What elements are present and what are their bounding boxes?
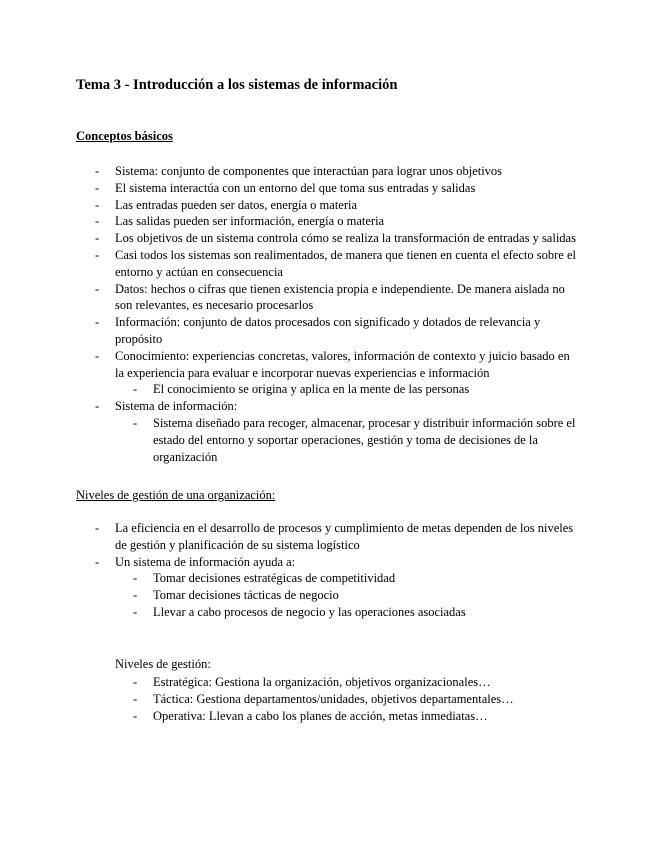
bullet-dash: - (133, 588, 138, 603)
niveles-organizacion-list (76, 520, 581, 621)
bullet-dash: - (133, 415, 138, 430)
list-item (76, 520, 581, 554)
list-item (76, 691, 581, 708)
bullet-dash: - (133, 382, 138, 397)
section-heading-niveles-gestion: Niveles de gestión: (115, 657, 211, 671)
list-item-text: Estratégica: Gestiona la organización, objetivos organizacionales… (153, 675, 491, 689)
section-heading-conceptos: Conceptos básicos (76, 129, 173, 143)
list-item-text: Llevar a cabo procesos de negocio y las operaciones asociadas (153, 604, 466, 619)
bullet-dash: - (133, 675, 138, 689)
bullet-dash: - (133, 691, 138, 706)
list-item-text: El sistema interactúa con un entorno del que toma sus entradas y salidas (115, 180, 476, 195)
bullet-dash: - (95, 231, 100, 246)
bullet-dash: - (133, 604, 138, 619)
list-item (76, 554, 581, 571)
list-item-text: El conocimiento se origina y aplica en la mente de las personas (153, 382, 470, 397)
list-item-text: Datos: hechos o cifras que tienen existencia propia e independiente. De manera aislada no son relevantes, es necesario procesarlos (115, 281, 565, 313)
bullet-dash: - (95, 315, 100, 330)
list-item (76, 604, 581, 621)
list-item-text: Las entradas pueden ser datos, energía o materia (115, 197, 358, 212)
list-item (76, 415, 581, 465)
list-item (76, 314, 581, 348)
list-item-text: Tomar decisiones estratégicas de competitividad (153, 571, 396, 586)
list-item (76, 247, 581, 281)
bullet-dash: - (95, 164, 100, 178)
list-item-text: Sistema diseñado para recoger, almacenar, procesar y distribuir información sobre el estado del entorno y soportar operaciones, gestión y toma de decisiones de la organización (153, 415, 576, 464)
list-item-text: Información: conjunto de datos procesados con significado y dotados de relevancia y propósito (115, 315, 541, 346)
list-item (76, 213, 581, 230)
list-item (76, 674, 581, 691)
list-item-text: La eficiencia en el desarrollo de procesos y cumplimiento de metas dependen de los niveles de gestión y planificación de su sistema logístico (115, 521, 574, 552)
bullet-dash: - (95, 180, 100, 195)
bullet-dash: - (95, 521, 100, 535)
list-item-text: Operativa: Llevan a cabo los planes de acción, metas inmediatas… (153, 708, 488, 723)
section-heading-niveles-organizacion: Niveles de gestión de una organización: (76, 488, 276, 502)
list-item (76, 587, 581, 604)
niveles-gestion-list (76, 674, 581, 724)
conceptos-list (76, 163, 581, 465)
list-item (76, 398, 581, 415)
list-item (76, 381, 581, 398)
list-item-text: Tomar decisiones tácticas de negocio (153, 588, 339, 603)
bullet-dash: - (133, 708, 138, 723)
list-item-text: Conocimiento: experiencias concretas, valores, información de contexto y juicio basado en la experiencia para evaluar e incorporar nuevas experiencias e información (115, 348, 570, 380)
list-item (76, 708, 581, 725)
bullet-dash: - (95, 197, 100, 212)
list-item-text: Los objetivos de un sistema controla cómo se realiza la transformación de entradas y salidas (115, 231, 576, 246)
bullet-dash: - (95, 281, 100, 296)
list-item (76, 348, 581, 382)
bullet-dash: - (95, 247, 100, 262)
list-item (76, 197, 581, 214)
bullet-dash: - (95, 554, 100, 569)
list-item-text: Las salidas pueden ser información, energía o materia (115, 214, 385, 229)
bullet-dash: - (95, 214, 100, 229)
list-item (76, 570, 581, 587)
list-item (76, 180, 581, 197)
document-title: Tema 3 - Introducción a los sistemas de información (76, 77, 398, 93)
bullet-dash: - (95, 399, 100, 414)
bullet-dash: - (95, 348, 100, 363)
list-item-text: Táctica: Gestiona departamentos/unidades, objetivos departamentales… (153, 691, 514, 706)
list-item (76, 230, 581, 247)
bullet-dash: - (133, 571, 138, 586)
list-item (76, 281, 581, 315)
list-item-text: Un sistema de información ayuda a: (115, 554, 296, 569)
list-item-text: Sistema de información: (115, 399, 238, 414)
list-item (76, 163, 581, 180)
list-item-text: Sistema: conjunto de componentes que interactúan para lograr unos objetivos (115, 164, 503, 178)
list-item-text: Casi todos los sistemas son realimentados, de manera que tienen en cuenta el efecto sobre el entorno y actúan en consecuencia (115, 247, 576, 279)
